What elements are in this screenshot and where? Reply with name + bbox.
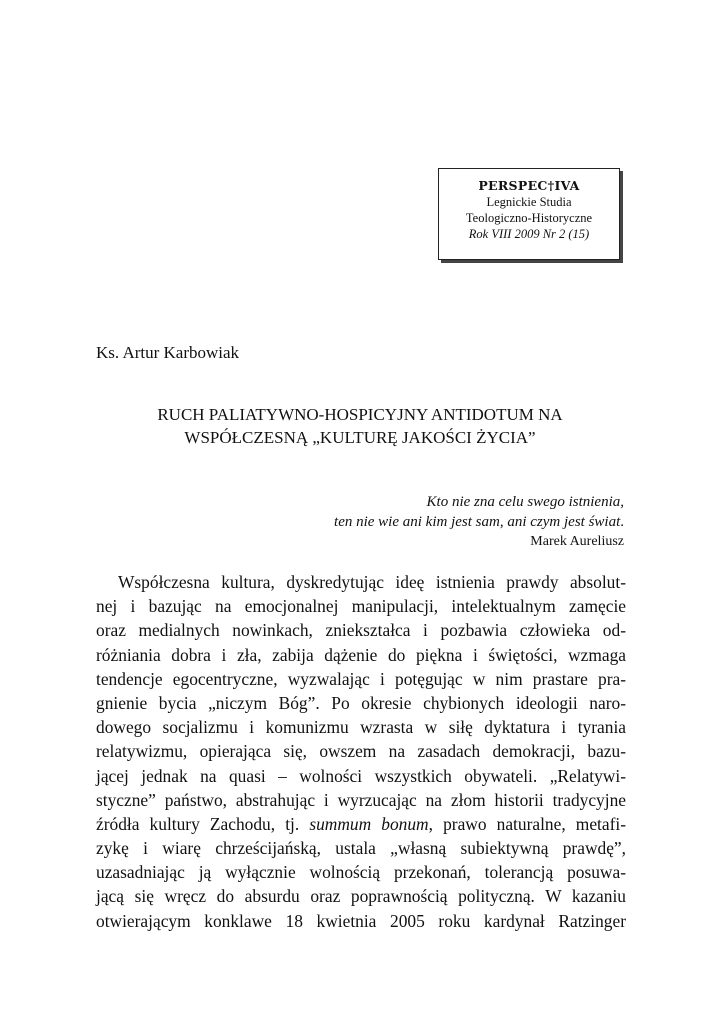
body-line	[96, 812, 626, 836]
body-line: gnienie bycia „niczym Bóg”. Po okresie chybionych ideologii naro-	[96, 692, 626, 713]
body-line: Współczesna kultura, dyskredytując ideę istnienia prawdy absolut-	[118, 572, 626, 592]
body-line: tendencje egocentryczne, wyzwalając i potęgując w nim prastare pra-	[96, 668, 626, 689]
journal-header-box	[438, 168, 620, 260]
journal-subtitle-1: Legnickie Studia	[486, 195, 572, 209]
latin-term: summum bonum	[309, 813, 429, 834]
body-line: jącą się wręcz do absurdu oraz poprawnością polityczną. W kazaniu	[96, 886, 626, 907]
motto-line-1: Kto nie zna celu swego istnienia,	[426, 494, 624, 510]
motto-line-2-text: ten nie wie ani kim jest sam, ani czym jest świat	[334, 514, 621, 530]
body-line: otwierającym konklawe 18 kwietnia 2005 roku kardynał Ratzinger	[96, 910, 626, 931]
article-title-line-1: RUCH PALIATYWNO-HOSPICYJNY ANTIDOTUM NA	[157, 405, 563, 424]
body-line-segment: , prawo naturalne, metafi-	[428, 813, 627, 834]
article-title-line-2: WSPÓŁCZESNĄ „KULTURĘ JAKOŚCI ŻYCIA”	[184, 428, 536, 447]
journal-issue: Rok VIII 2009 Nr 2 (15)	[468, 227, 590, 241]
body-paragraph	[96, 570, 626, 933]
body-line: relatywizmu, opierająca się, owszem na zasadach demokracji, bazu-	[96, 741, 626, 762]
motto-attribution: Marek Aureliusz	[530, 534, 624, 549]
body-line: różniania dobra i zła, zabija dążenie do piękna i świętości, wzmaga	[96, 644, 626, 665]
body-line: uzasadniając ją wyłącznie wolnością przekonań, tolerancją posuwa-	[96, 862, 626, 883]
body-line: nej i bazując na emocjonalnej manipulacji, intelektualnym zamęcie	[96, 596, 626, 617]
body-line: zykę i wiarę chrześcijańską, ustala „własną subiektywną prawdę”,	[96, 838, 626, 859]
body-line: jącej jednak na quasi – wolności wszystkich obywateli. „Relatywi-	[96, 765, 626, 786]
motto-line-2	[334, 512, 624, 532]
motto-line-2-end: .	[620, 514, 624, 530]
body-line-segment: źródła kultury Zachodu, tj.	[96, 813, 310, 834]
journal-name: PERSPEC†IVA	[478, 178, 580, 193]
body-line: styczne” państwo, abstrahując i wyrzucając na złom historii tradycyjne	[96, 789, 626, 810]
journal-subtitle-2: Teologiczno-Historyczne	[465, 211, 593, 225]
body-line: oraz medialnych nowinkach, zniekształca i pozbawia człowieka od-	[96, 620, 626, 641]
article-author: Ks. Artur Karbowiak	[96, 343, 240, 362]
body-line: dowego socjalizmu i komunizmu wzrasta w siłę dyktatura i tyrania	[96, 717, 626, 738]
